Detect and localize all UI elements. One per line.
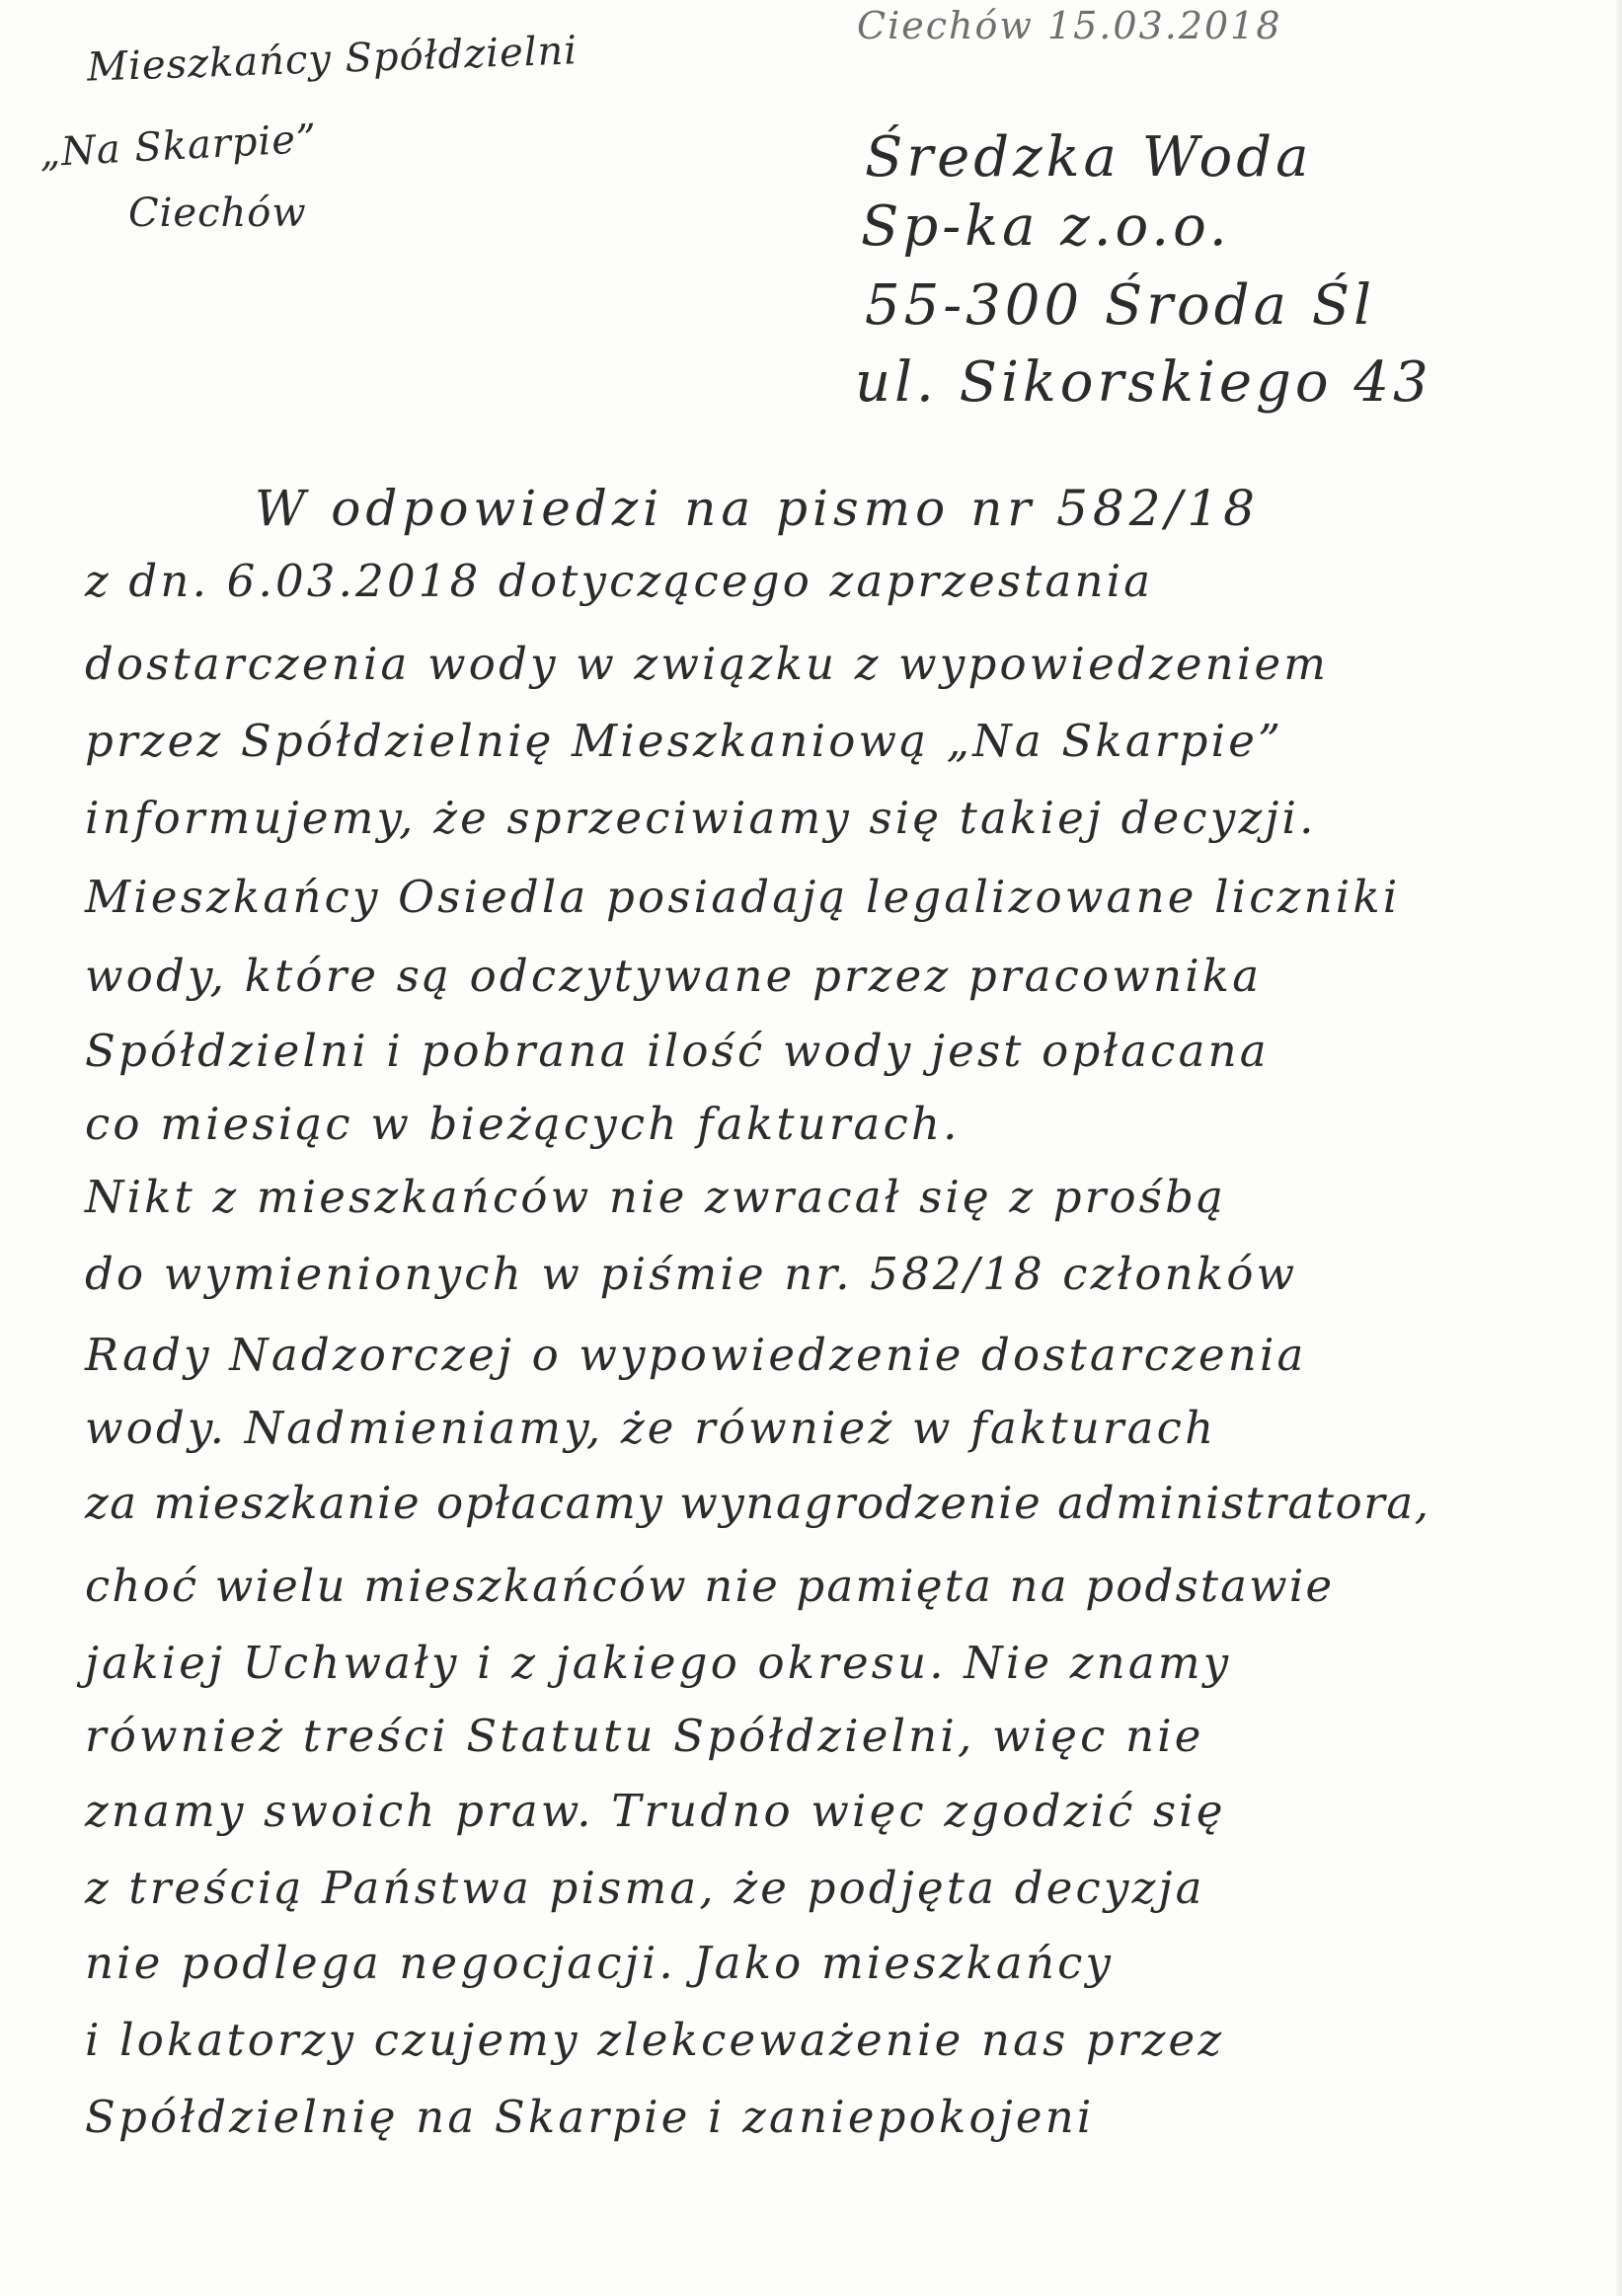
- body-line-10: Nikt z mieszkańców nie zwracał się z prośbą: [85, 1171, 1227, 1223]
- recipient-line-1: Średzka Woda: [865, 125, 1313, 190]
- body-line-13: wody. Nadmieniamy, że również w fakturach: [85, 1402, 1217, 1454]
- paper-edge-shadow: [1616, 0, 1622, 2296]
- body-line-5: informujemy, że sprzeciwiamy się takiej decyzji.: [85, 792, 1317, 844]
- body-line-17: również treści Statutu Spółdzielni, więc nie: [85, 1710, 1204, 1762]
- body-line-18: znamy swoich praw. Trudno więc zgodzić się: [85, 1785, 1226, 1837]
- letter-date: Ciechów 15.03.2018: [857, 4, 1282, 47]
- body-line-12: Rady Nadzorczej o wypowiedzenie dostarczenia: [85, 1329, 1307, 1381]
- body-line-8: Spółdzielni i pobrana ilość wody jest opłacana: [85, 1025, 1270, 1077]
- recipient-line-4: ul. Sikorskiego 43: [855, 350, 1432, 415]
- body-line-6: Mieszkańcy Osiedla posiadają legalizowane liczniki: [85, 871, 1401, 923]
- body-line-4: przez Spółdzielnię Mieszkaniową „Na Skarpie”: [85, 715, 1284, 767]
- body-line-19: z treścią Państwa pisma, że podjęta decyzja: [85, 1862, 1205, 1914]
- recipient-line-2: Sp-ka z.o.o.: [861, 194, 1231, 259]
- body-line-20: nie podlega negocjacji. Jako mieszkańcy: [85, 1937, 1115, 1989]
- body-line-2: z dn. 6.03.2018 dotyczącego zaprzestania: [85, 555, 1154, 607]
- sender-line-1: Mieszkańcy Spółdzielni: [86, 28, 579, 91]
- sender-line-2: „Na Skarpie”: [38, 115, 319, 177]
- body-line-11: do wymienionych w piśmie nr. 582/18 członków: [85, 1248, 1298, 1300]
- body-line-9: co miesiąc w bieżących fakturach.: [85, 1098, 961, 1150]
- body-line-3: dostarczenia wody w związku z wypowiedzeniem: [85, 638, 1330, 690]
- body-line-7: wody, które są odczytywane przez pracownika: [85, 950, 1263, 1002]
- body-line-15: choć wielu mieszkańców nie pamięta na podstawie: [85, 1560, 1335, 1612]
- body-line-21: i lokatorzy czujemy zlekceważenie nas przez: [85, 2014, 1225, 2066]
- body-line-14: za mieszkanie opłacamy wynagrodzenie administratora,: [85, 1477, 1430, 1529]
- body-line-16: jakiej Uchwały i z jakiego okresu. Nie znamy: [85, 1637, 1232, 1689]
- body-line-1: W odpowiedzi na pismo nr 582/18: [255, 480, 1260, 537]
- body-line-22: Spółdzielnię na Skarpie i zaniepokojeni: [85, 2091, 1095, 2143]
- sender-line-3: Ciechów: [128, 191, 307, 236]
- recipient-line-3: 55-300 Środa Śl: [865, 273, 1376, 338]
